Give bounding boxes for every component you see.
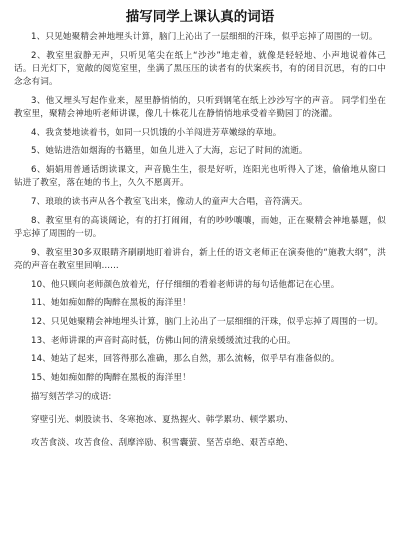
- paragraph-1: 1、只见她聚精会神地埋头计算，脑门上沁出了一层细细的汗珠，似乎忘掉了周围的一切。: [31, 32, 378, 42]
- idiom-row-1: 穿壁引光、刺股读书、冬寒抱冰、夏热握火、韩学累功、顿学累功、: [31, 414, 294, 425]
- paragraph-10: 10、他只顾向老师颜色放着光，仔仔细细的看着老师讲的每句话他都记在心里。: [31, 279, 340, 290]
- idiom-heading: 描写刻苦学习的成语:: [31, 391, 112, 402]
- paragraph-13: 13、老师讲课的声音时高时低，仿佛山间的清泉缓缓流过我的心田。: [31, 335, 296, 346]
- paragraph-12: 12、只见她聚精会神地埋头计算，脑门上沁出了一层细细的汗珠，似乎忘掉了周围的一切。: [31, 316, 384, 327]
- paragraph-14: 14、她站了起来，回答得那么准确，那么自然，那么流畅，似乎早有准备似的。: [31, 354, 340, 365]
- paragraph-11: 11、她如痴如醉的陶醉在黑板的海洋里！: [31, 298, 191, 309]
- document-title: 描写同学上课认真的词语: [125, 9, 275, 25]
- paragraph-7: 7、琅琅的读书声从各个教室飞出来，像动人的童声大合唱，音符满天。: [31, 197, 308, 208]
- idiom-row-2: 攻苦食淡、攻苦食俭、刮摩淬励、积雪囊萤、坚苦卓绝、艰苦卓绝、: [31, 437, 294, 448]
- paragraph-9: 9、教室里30多双眼睛齐刷刷地盯着讲台，新上任的语文老师正在演奏他的“施教大纲”，洪亮的声音在教室里回响……: [14, 247, 386, 271]
- paragraph-2: 2、教室里寂静无声，只听见笔尖在纸上“沙沙”地走着，就像是轻轻地、小声地说着体己话。日光灯下，宽敞的阅览室里，坐满了黑压压的读者有的伏案疾书，有的闭目沉思，有的口中念念有词。: [14, 50, 386, 88]
- paragraph-3: 3、他又埋头写起作业来，屋里静悄悄的，只听到钢笔在纸上沙沙写字的声音。 同学们坐在教室里，聚精会神地听老师讲课，像几十株花儿在静悄悄地承受着辛勤园丁的浇灌。: [14, 95, 386, 120]
- paragraph-4: 4、我贪婪地读着书，如同一只饥饿的小羊闯进芳草嫩绿的草地。: [31, 127, 282, 138]
- paragraph-8: 8、教室里有的高谈阔论，有的打打闹闹，有的吵吵嚷嚷，而她，正在聚精会神地暴题，似乎忘掉了周围的一切。: [14, 215, 386, 239]
- paragraph-6: 6、娟娟用普通话朗读课文，声音脆生生，很是好听，连阳光也听得入了迷，偷偷地从窗口钻进了教室，落在她的书上，久久不愿离开。: [14, 165, 386, 189]
- paragraph-15: 15、她如痴如醉的陶醉在黑板的海洋里！: [31, 373, 191, 384]
- paragraph-5: 5、她钻进浩如烟海的书籍里，如鱼儿进入了大海，忘记了时间的流逝。: [31, 146, 308, 157]
